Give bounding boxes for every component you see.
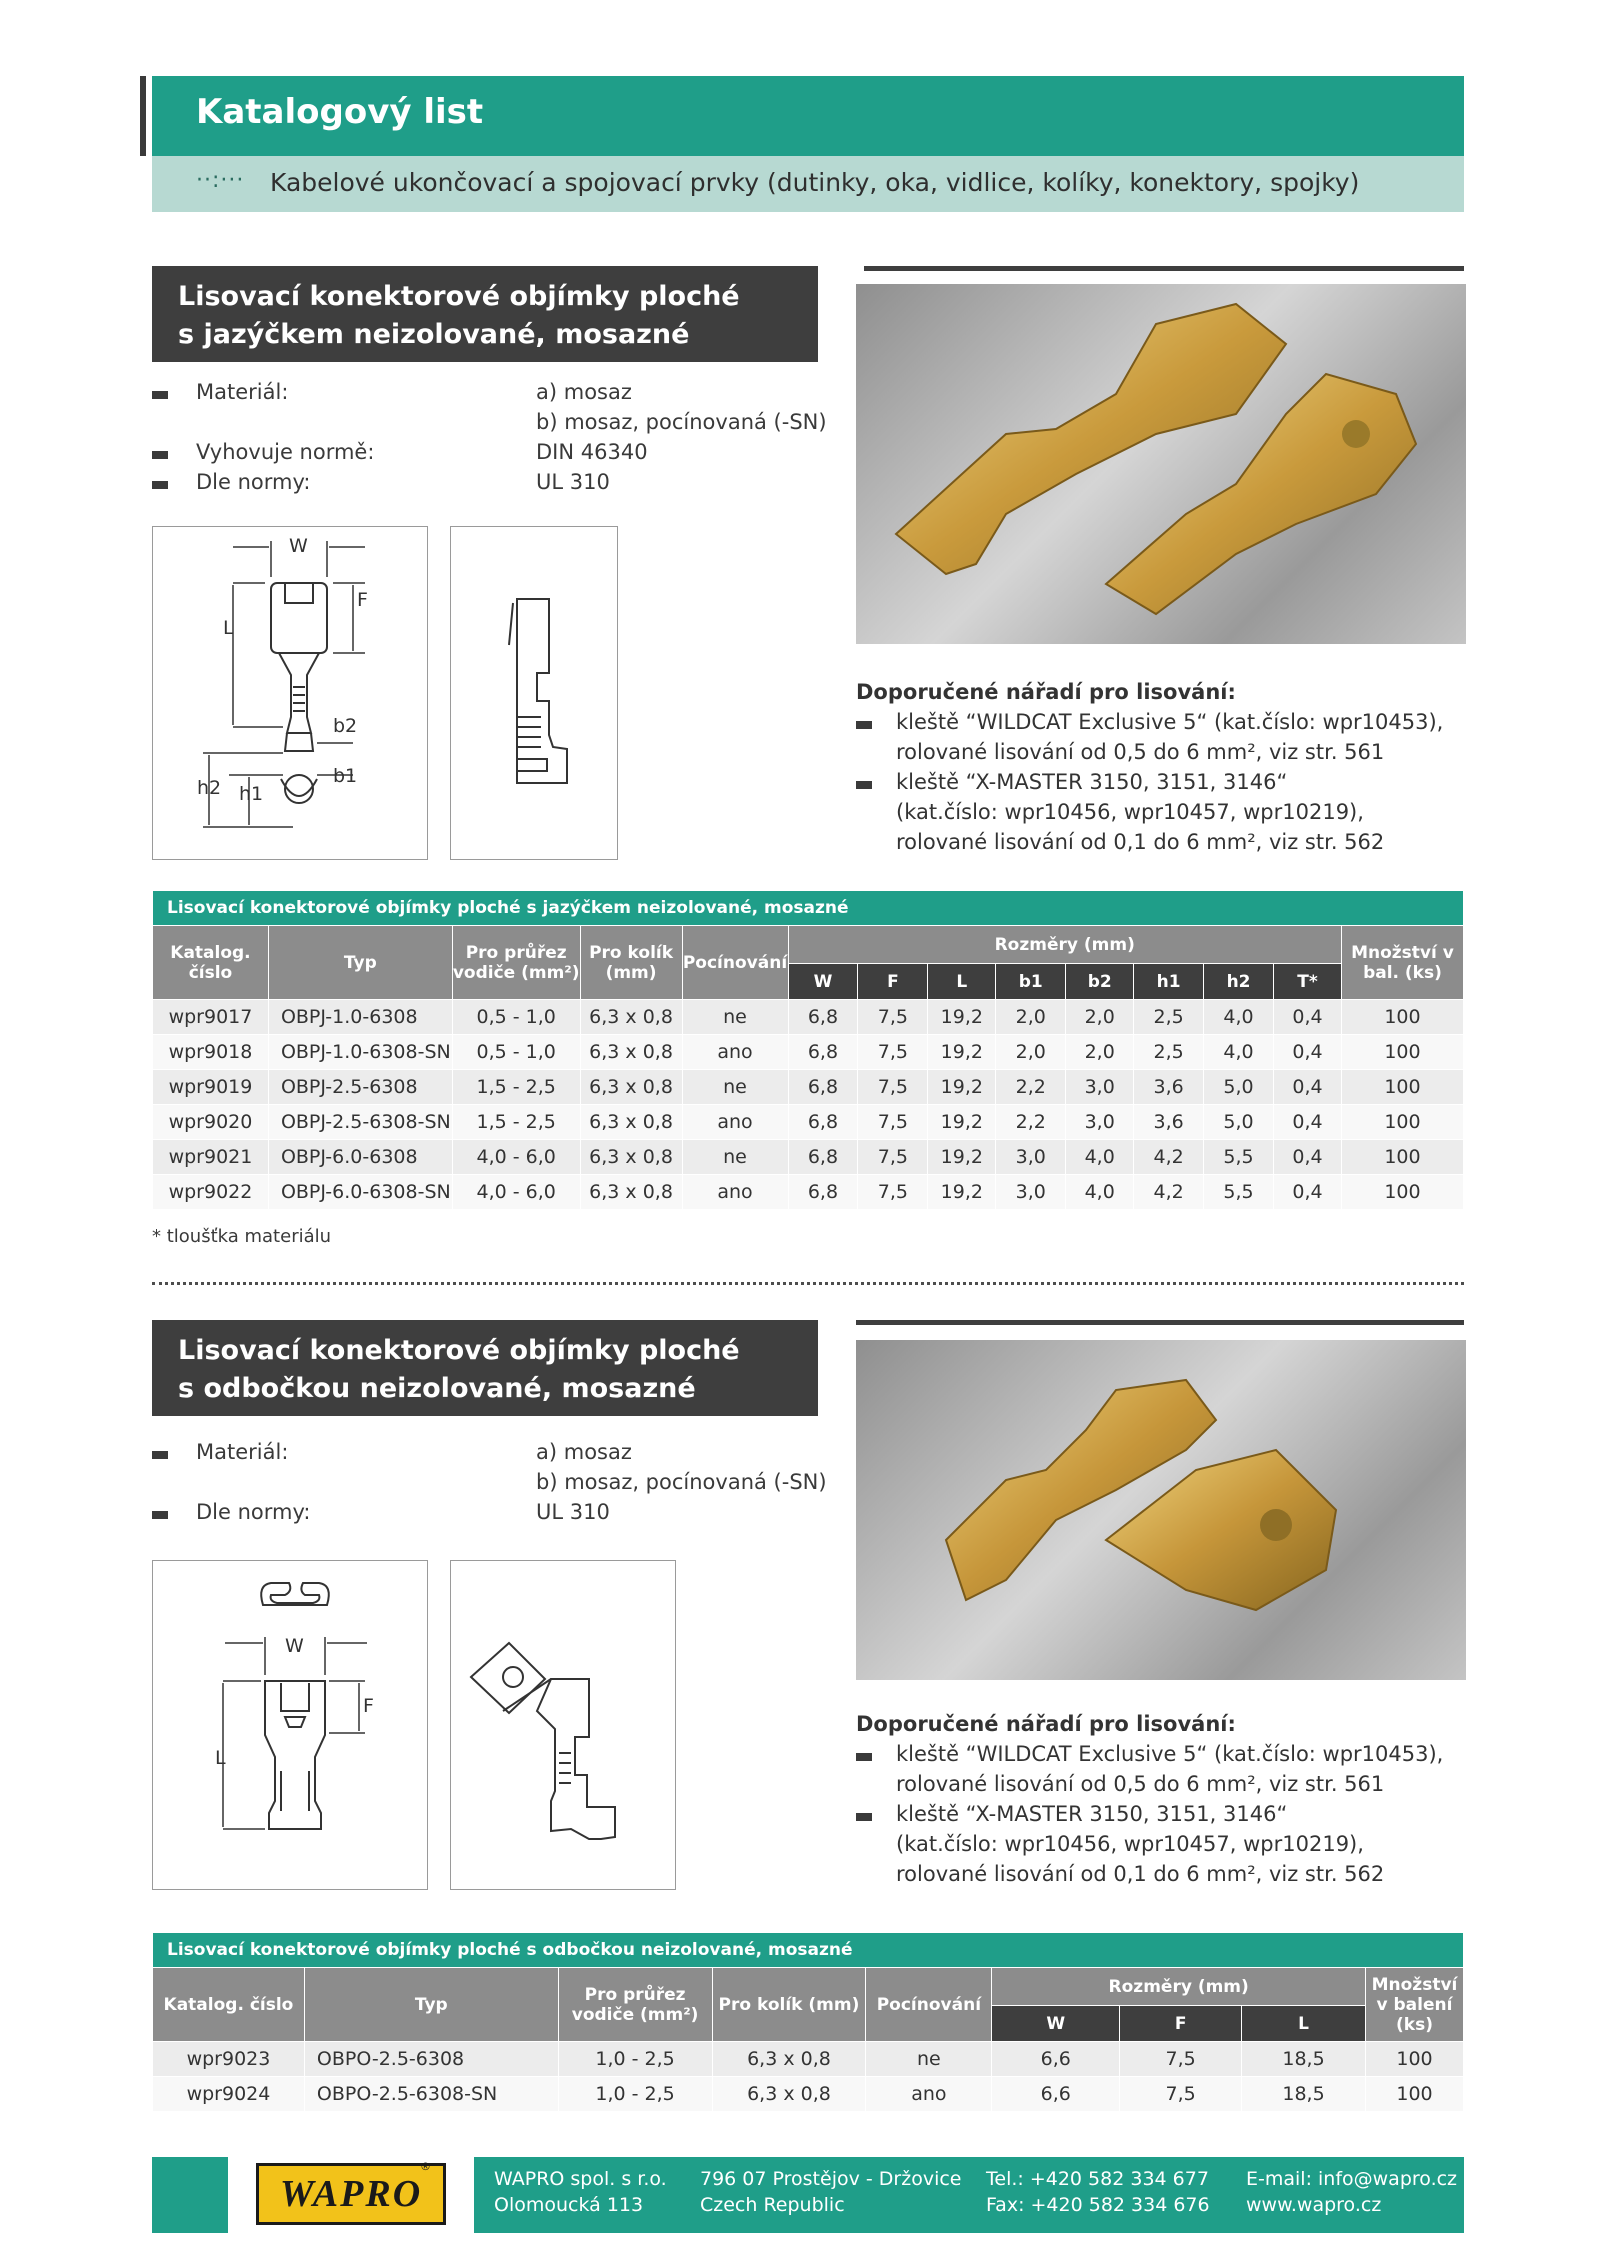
table2-header-katalog: Katalog. číslo: [153, 1968, 305, 2042]
table-cell: OBPJ-2.5-6308: [268, 1070, 452, 1105]
dim-label-h1: h1: [239, 783, 264, 805]
spec-row-dle: [152, 1500, 168, 1524]
table-row: [153, 1175, 1464, 1210]
table1-header-mnozstvi: Množství v bal. (ks): [1341, 926, 1463, 1000]
footer-tel: Tel.: +420 582 334 677: [986, 2168, 1209, 2190]
table-cell: ne: [866, 2042, 992, 2077]
table-row: [153, 1140, 1464, 1175]
table-cell: 1,5 - 2,5: [452, 1105, 580, 1140]
footer-accent-left: [152, 2157, 228, 2233]
table-cell: 7,5: [858, 1105, 928, 1140]
norm-label: Vyhovuje normě:: [196, 440, 375, 464]
section2-title-line1: Lisovací konektorové objímky ploché: [178, 1335, 740, 1366]
table-cell: OBPO-2.5-6308-SN: [304, 2077, 558, 2112]
footer-city-block: [700, 2166, 961, 2218]
table-cell: wpr9018: [153, 1035, 269, 1070]
table-cell: 18,5: [1242, 2077, 1366, 2112]
logo-text: WAPRO: [279, 2173, 423, 2215]
footer-company: WAPRO spol. s r.o.: [494, 2168, 667, 2190]
table-cell: ne: [682, 1070, 788, 1105]
table-cell: 2,2: [996, 1070, 1066, 1105]
tool1-line1: kleště “WILDCAT Exclusive 5“ (kat.číslo: wpr10453),: [896, 710, 1444, 734]
tool2-line3: rolované lisování od 0,1 do 6 mm², viz str. 562: [896, 1862, 1385, 1886]
table-cell: 0,4: [1274, 1000, 1342, 1035]
tool-bullet: [856, 770, 872, 794]
bullet-icon: [152, 1451, 168, 1459]
technical-drawing-front: [152, 526, 428, 860]
dim-label-w: W: [289, 535, 308, 557]
footer-phone-block: [986, 2166, 1210, 2218]
table2-subheader: L: [1242, 2006, 1366, 2042]
table-cell: 6,8: [788, 1105, 858, 1140]
table-cell: 19,2: [928, 1070, 996, 1105]
table-cell: 6,8: [788, 1140, 858, 1175]
dim-label-l: L: [223, 617, 234, 639]
material-value-a: a) mosaz: [536, 1440, 632, 1464]
tool-bullet: [856, 710, 872, 734]
tools-title: Doporučené nářadí pro lisování:: [856, 1712, 1236, 1736]
table-cell: 7,5: [1120, 2077, 1242, 2112]
table-cell: 19,2: [928, 1105, 996, 1140]
table-cell: 5,5: [1204, 1140, 1274, 1175]
table-cell: 2,5: [1134, 1000, 1204, 1035]
table1-subheader: F: [858, 964, 928, 1000]
table-cell: 5,0: [1204, 1105, 1274, 1140]
dle-value: UL 310: [536, 470, 610, 494]
table-cell: 100: [1341, 1070, 1463, 1105]
table-cell: 4,2: [1134, 1140, 1204, 1175]
material-label: Materiál:: [196, 1440, 289, 1464]
catalog-table-1: [152, 890, 1464, 1210]
bullet-icon: [856, 721, 872, 729]
table-cell: 18,5: [1242, 2042, 1366, 2077]
page-subtitle: Kabelové ukončovací a spojovací prvky (dutinky, oka, vidlice, kolíky, konektory, spojky): [270, 168, 1360, 197]
dim-label-b1: b1: [333, 765, 358, 787]
table-cell: 0,5 - 1,0: [452, 1035, 580, 1070]
table-cell: 4,2: [1134, 1175, 1204, 1210]
table-cell: 7,5: [858, 1070, 928, 1105]
table-cell: 6,3 x 0,8: [580, 1070, 682, 1105]
wapro-logo: [256, 2163, 446, 2225]
technical-drawing-front: [152, 1560, 428, 1890]
table-row: [153, 1070, 1464, 1105]
footer-contact-block: [1246, 2166, 1457, 2218]
section2-title-line2: s odbočkou neizolované, mosazné: [178, 1373, 696, 1404]
catalog-table-2: [152, 1932, 1464, 2112]
footer-city: 796 07 Prostějov - Držovice: [700, 2168, 962, 2190]
table-cell: wpr9022: [153, 1175, 269, 1210]
table2-header-mnozstvi: Množství v balení (ks): [1365, 1968, 1463, 2042]
tool-bullet: [856, 1802, 872, 1826]
table2-subheader: W: [992, 2006, 1120, 2042]
table-cell: 6,6: [992, 2042, 1120, 2077]
table-cell: 6,8: [788, 1070, 858, 1105]
table1-footnote: * tloušťka materiálu: [152, 1226, 332, 1247]
brass-branch-connector-illustration: [856, 1340, 1466, 1680]
table-cell: 2,0: [1066, 1035, 1134, 1070]
tool2-line3: rolované lisování od 0,1 do 6 mm², viz str. 562: [896, 830, 1385, 854]
table-cell: 6,3 x 0,8: [580, 1140, 682, 1175]
table-cell: 5,0: [1204, 1070, 1274, 1105]
spec-row-dle: [152, 470, 168, 494]
table1-title: Lisovací konektorové objímky ploché s jazýčkem neizolované, mosazné: [153, 891, 1464, 926]
table1-subheader: T*: [1274, 964, 1342, 1000]
product-photo-tab-connectors: [856, 284, 1466, 644]
table-cell: 19,2: [928, 1035, 996, 1070]
bullet-icon: [152, 481, 168, 489]
table2-body: [153, 2042, 1464, 2112]
table-cell: ano: [682, 1035, 788, 1070]
footer-street: Olomoucká 113: [494, 2194, 644, 2216]
table-cell: 6,3 x 0,8: [580, 1105, 682, 1140]
table2-header-prurez: Pro průřez vodiče (mm²): [558, 1968, 712, 2042]
table2-header-kolik: Pro kolík (mm): [712, 1968, 866, 2042]
table-cell: 6,8: [788, 1035, 858, 1070]
table-cell: 4,0 - 6,0: [452, 1175, 580, 1210]
cable-icon: ··:···: [196, 168, 245, 193]
table-cell: 0,4: [1274, 1140, 1342, 1175]
table-cell: 19,2: [928, 1000, 996, 1035]
connector-branch-front-drawing: [153, 1561, 429, 1891]
table-cell: ano: [682, 1105, 788, 1140]
table-cell: 6,3 x 0,8: [712, 2042, 866, 2077]
dim-label-f: F: [363, 1695, 374, 1717]
page-title: Katalogový list: [196, 92, 484, 132]
section1-title-line1: Lisovací konektorové objímky ploché: [178, 281, 740, 312]
table-cell: 2,0: [996, 1035, 1066, 1070]
bullet-icon: [856, 781, 872, 789]
table-cell: 4,0: [1066, 1175, 1134, 1210]
table1-subheader: b2: [1066, 964, 1134, 1000]
dim-label-w: W: [285, 1635, 304, 1657]
connector-branch-side-drawing: [451, 1561, 677, 1891]
table-cell: 0,4: [1274, 1105, 1342, 1140]
table-cell: wpr9023: [153, 2042, 305, 2077]
table-cell: wpr9019: [153, 1070, 269, 1105]
bullet-icon: [856, 1813, 872, 1821]
table2-header-typ: Typ: [304, 1968, 558, 2042]
table-cell: 2,0: [1066, 1000, 1134, 1035]
table-cell: OBPJ-1.0-6308-SN: [268, 1035, 452, 1070]
dle-label: Dle normy:: [196, 1500, 311, 1524]
table-row: [153, 2042, 1464, 2077]
table2-title: Lisovací konektorové objímky ploché s odbočkou neizolované, mosazné: [153, 1933, 1464, 1968]
table-cell: 100: [1365, 2077, 1463, 2112]
table-cell: 7,5: [858, 1175, 928, 1210]
table-cell: 4,0 - 6,0: [452, 1140, 580, 1175]
bullet-icon: [856, 1753, 872, 1761]
bullet-icon: [152, 391, 168, 399]
table-cell: 100: [1341, 1000, 1463, 1035]
table1-subheader: h1: [1134, 964, 1204, 1000]
dle-value: UL 310: [536, 1500, 610, 1524]
table1-header-rozmery: Rozměry (mm): [788, 926, 1341, 964]
tool2-line1: kleště “X-MASTER 3150, 3151, 3146“: [896, 770, 1288, 794]
bullet-icon: [152, 451, 168, 459]
table-cell: 2,5: [1134, 1035, 1204, 1070]
table-cell: OBPJ-1.0-6308: [268, 1000, 452, 1035]
table2-header-pocinovani: Pocínování: [866, 1968, 992, 2042]
table-cell: 100: [1365, 2042, 1463, 2077]
table-cell: 3,6: [1134, 1070, 1204, 1105]
dim-label-f: F: [357, 589, 368, 611]
tools-title: Doporučené nářadí pro lisování:: [856, 680, 1236, 704]
table-cell: 2,2: [996, 1105, 1066, 1140]
footer-email-link[interactable]: E-mail: info@wapro.cz: [1246, 2168, 1458, 2190]
table1-subheader: W: [788, 964, 858, 1000]
registered-icon: ®: [420, 2160, 431, 2173]
table-cell: 7,5: [858, 1140, 928, 1175]
technical-drawing-side: [450, 1560, 676, 1890]
table-row: [153, 1035, 1464, 1070]
material-value-a: a) mosaz: [536, 380, 632, 404]
tool1-line1: kleště “WILDCAT Exclusive 5“ (kat.číslo: wpr10453),: [896, 1742, 1444, 1766]
material-label: Materiál:: [196, 380, 289, 404]
table-cell: wpr9021: [153, 1140, 269, 1175]
table-cell: 0,4: [1274, 1070, 1342, 1105]
table1-header-kolik: Pro kolík (mm): [580, 926, 682, 1000]
table-cell: 6,3 x 0,8: [580, 1175, 682, 1210]
spec-row-material: [152, 380, 168, 404]
table-cell: OBPJ-2.5-6308-SN: [268, 1105, 452, 1140]
table-row: [153, 1105, 1464, 1140]
tool2-line1: kleště “X-MASTER 3150, 3151, 3146“: [896, 1802, 1288, 1826]
section1-title-line2: s jazýčkem neizolované, mosazné: [178, 319, 690, 350]
dim-label-h2: h2: [197, 777, 222, 799]
table-cell: 7,5: [858, 1035, 928, 1070]
table-cell: 6,3 x 0,8: [580, 1000, 682, 1035]
table-cell: 1,5 - 2,5: [452, 1070, 580, 1105]
table-cell: 3,0: [1066, 1105, 1134, 1140]
table-cell: 100: [1341, 1035, 1463, 1070]
table2-header-rozmery: Rozměry (mm): [992, 1968, 1366, 2006]
table1-subheader: b1: [996, 964, 1066, 1000]
brass-connector-illustration: [856, 284, 1466, 644]
footer-company-block: [494, 2166, 667, 2218]
dim-label-b2: b2: [333, 715, 358, 737]
table-cell: wpr9017: [153, 1000, 269, 1035]
table-cell: 1,0 - 2,5: [558, 2042, 712, 2077]
technical-drawing-side: [450, 526, 618, 860]
table-cell: 100: [1341, 1105, 1463, 1140]
section1-title: [152, 266, 818, 362]
spec-row-material: [152, 1440, 168, 1464]
table-cell: 2,0: [996, 1000, 1066, 1035]
table-cell: wpr9020: [153, 1105, 269, 1140]
product-photo-branch-connector: [856, 1340, 1466, 1680]
table-cell: ano: [682, 1175, 788, 1210]
table-cell: 19,2: [928, 1175, 996, 1210]
section-divider: [152, 1282, 1464, 1285]
table-cell: 3,6: [1134, 1105, 1204, 1140]
footer-fax: Fax: +420 582 334 676: [986, 2194, 1210, 2216]
table-cell: 6,3 x 0,8: [712, 2077, 866, 2112]
tool1-line2: rolované lisování od 0,5 do 6 mm², viz str. 561: [896, 1772, 1385, 1796]
material-value-b: b) mosaz, pocínovaná (-SN): [536, 1470, 827, 1494]
table-row: [153, 2077, 1464, 2112]
table-cell: ne: [682, 1140, 788, 1175]
table-cell: 5,5: [1204, 1175, 1274, 1210]
table-cell: ano: [866, 2077, 992, 2112]
table-cell: 6,8: [788, 1000, 858, 1035]
table-cell: 3,0: [996, 1140, 1066, 1175]
table1-header-typ: Typ: [268, 926, 452, 1000]
tool1-line2: rolované lisování od 0,5 do 6 mm², viz str. 561: [896, 740, 1385, 764]
table-cell: 0,5 - 1,0: [452, 1000, 580, 1035]
bullet-icon: [152, 1511, 168, 1519]
section2-title: [152, 1320, 818, 1416]
connector-side-drawing: [451, 527, 619, 861]
footer-country: Czech Republic: [700, 2194, 845, 2216]
table-cell: 0,4: [1274, 1035, 1342, 1070]
table-cell: 3,0: [1066, 1070, 1134, 1105]
table-cell: 6,6: [992, 2077, 1120, 2112]
table-cell: 1,0 - 2,5: [558, 2077, 712, 2112]
table-cell: 0,4: [1274, 1175, 1342, 1210]
table1-header-katalog: Katalog. číslo: [153, 926, 269, 1000]
tool-bullet: [856, 1742, 872, 1766]
dle-label: Dle normy:: [196, 470, 311, 494]
photo-rule: [864, 266, 1464, 271]
table1-header-prurez: Pro průřez vodiče (mm²): [452, 926, 580, 1000]
table-cell: ne: [682, 1000, 788, 1035]
tool2-line2: (kat.číslo: wpr10456, wpr10457, wpr10219),: [896, 800, 1364, 824]
connector-front-drawing: [153, 527, 429, 861]
table-cell: 6,3 x 0,8: [580, 1035, 682, 1070]
table1-subheader: h2: [1204, 964, 1274, 1000]
tool2-line2: (kat.číslo: wpr10456, wpr10457, wpr10219),: [896, 1832, 1364, 1856]
table-cell: OBPJ-6.0-6308: [268, 1140, 452, 1175]
table-cell: 4,0: [1204, 1000, 1274, 1035]
table1-subheader: L: [928, 964, 996, 1000]
table-cell: wpr9024: [153, 2077, 305, 2112]
table1-body: [153, 1000, 1464, 1210]
table-cell: 19,2: [928, 1140, 996, 1175]
table-cell: 7,5: [1120, 2042, 1242, 2077]
table-cell: 4,0: [1204, 1035, 1274, 1070]
table-cell: OBPJ-6.0-6308-SN: [268, 1175, 452, 1210]
photo-rule: [856, 1320, 1464, 1325]
header-accent-bar: [140, 76, 146, 156]
material-value-b: b) mosaz, pocínovaná (-SN): [536, 410, 827, 434]
footer-web-link[interactable]: www.wapro.cz: [1246, 2194, 1382, 2216]
table-cell: 6,8: [788, 1175, 858, 1210]
table-cell: 4,0: [1066, 1140, 1134, 1175]
table-cell: 100: [1341, 1140, 1463, 1175]
table-cell: OBPO-2.5-6308: [304, 2042, 558, 2077]
norm-value: DIN 46340: [536, 440, 648, 464]
table1-header-pocinovani: Pocínování: [682, 926, 788, 1000]
spec-row-norm: [152, 440, 168, 464]
table-cell: 3,0: [996, 1175, 1066, 1210]
table2-subheader: F: [1120, 2006, 1242, 2042]
dim-label-l: L: [215, 1747, 226, 1769]
table-cell: 100: [1341, 1175, 1463, 1210]
table-cell: 7,5: [858, 1000, 928, 1035]
table-row: [153, 1000, 1464, 1035]
